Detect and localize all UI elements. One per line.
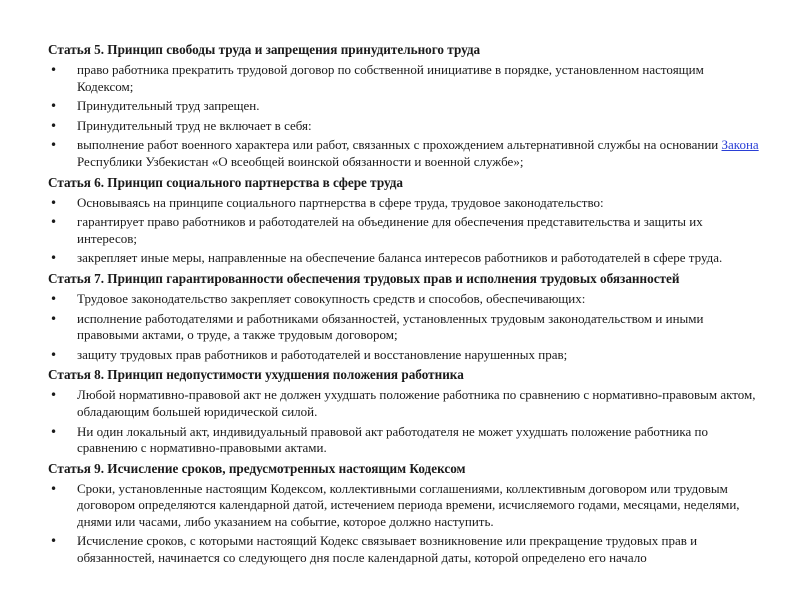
article-heading: Статья 5. Принцип свободы труда и запрещения принудительного труда (48, 42, 481, 57)
item-text: Принудительный труд не включает в себя: (77, 117, 312, 133)
bullet-icon: • (50, 424, 58, 439)
list-item (48, 387, 760, 420)
item-text-after-link: Республики Узбекистан «О всеобщей воинской обязанности и военной службе»; (77, 153, 524, 169)
article-8 (48, 367, 760, 456)
list-item (48, 533, 760, 566)
article-heading: Статья 7. Принцип гарантированности обеспечения трудовых прав и исполнения трудовых обязанностей (48, 270, 680, 286)
list-item (48, 214, 760, 247)
item-text: Трудовое законодательство закрепляет совокупность средств и способов, обеспечивающих: (77, 290, 586, 306)
bullet-icon: • (50, 118, 58, 133)
bullet-icon: • (50, 138, 58, 153)
article-list (48, 291, 760, 363)
article-list (48, 387, 760, 456)
list-item (48, 311, 760, 344)
list-item (48, 250, 760, 267)
item-text: Основываясь на принципе социального партнерства в сфере труда, трудовое законодательство: (77, 194, 604, 210)
list-item (48, 137, 760, 170)
article-5 (48, 42, 760, 171)
law-link[interactable]: Закона (721, 137, 759, 153)
bullet-icon: • (50, 311, 58, 326)
bullet-icon: • (50, 215, 58, 230)
item-text: исполнение работодателями и работниками обязанностей, установленных трудовым законодательством и иными правовыми актами, о труде, а также трудовым договором; (77, 310, 704, 343)
item-text: Сроки, установленные настоящим Кодексом, коллективными соглашениями, коллективным договором или трудовым договором определяются календарной датой, истечением периода времени, исчисляемого годами, месяцами, неделями, днями или часами, либо указанием на событие, которое должно наступить. (77, 480, 740, 529)
document-page (48, 42, 760, 571)
item-text-before-link: выполнение работ военного характера или работ, связанных с прохождением альтернативной службы на основании (77, 137, 722, 153)
list-item (48, 98, 760, 115)
list-item (48, 118, 760, 135)
bullet-icon: • (50, 388, 58, 403)
article-heading: Статья 9. Исчисление сроков, предусмотренных настоящим Кодексом (48, 460, 466, 476)
article-7 (48, 271, 760, 363)
list-item (48, 62, 760, 95)
item-text: Любой нормативно-правовой акт не должен ухудшать положение работника по сравнению с нормативно-правовым актом, обладающим большей юридической силой. (77, 387, 756, 419)
item-text: Принудительный труд запрещен. (77, 98, 260, 114)
bullet-icon: • (50, 99, 58, 114)
item-text: защиту трудовых прав работников и работодателей и восстановление нарушенных прав; (77, 346, 568, 362)
list-item (48, 424, 760, 457)
article-heading: Статья 6. Принцип социального партнерства в сфере труда (48, 174, 404, 190)
bullet-icon: • (50, 534, 58, 549)
list-item (48, 347, 760, 364)
item-text: право работника прекратить трудовой договор по собственной инициативе в порядке, установленном настоящим Кодексом; (77, 62, 704, 94)
list-item (48, 481, 760, 531)
bullet-icon: • (50, 291, 58, 306)
bullet-icon: • (50, 347, 58, 362)
list-item (48, 291, 760, 308)
item-text: Исчисление сроков, с которыми настоящий Кодекс связывает возникновение или прекращение трудовых прав и обязанностей, начинается со следующего дня после календарной даты, которой определено его начало (77, 533, 698, 566)
article-list (48, 195, 760, 267)
item-text: Ни один локальный акт, индивидуальный правовой акт работодателя не может ухудшать положение работника по сравнению с нормативно-правовыми актами. (77, 423, 708, 456)
item-text: гарантирует право работников и работодателей на объединение для обеспечения представительства и защиты их интересов; (77, 214, 703, 246)
article-heading: Статья 8. Принцип недопустимости ухудшения положения работника (48, 367, 464, 383)
bullet-icon: • (50, 63, 58, 77)
bullet-icon: • (50, 251, 58, 266)
article-9 (48, 461, 760, 567)
list-item (48, 195, 760, 212)
article-list (48, 62, 760, 171)
item-text: закрепляет иные меры, направленные на обеспечение баланса интересов работников и работодателей в сфере труда. (77, 250, 723, 266)
article-6 (48, 175, 760, 267)
article-list (48, 481, 760, 567)
bullet-icon: • (50, 195, 58, 210)
bullet-icon: • (50, 481, 58, 496)
